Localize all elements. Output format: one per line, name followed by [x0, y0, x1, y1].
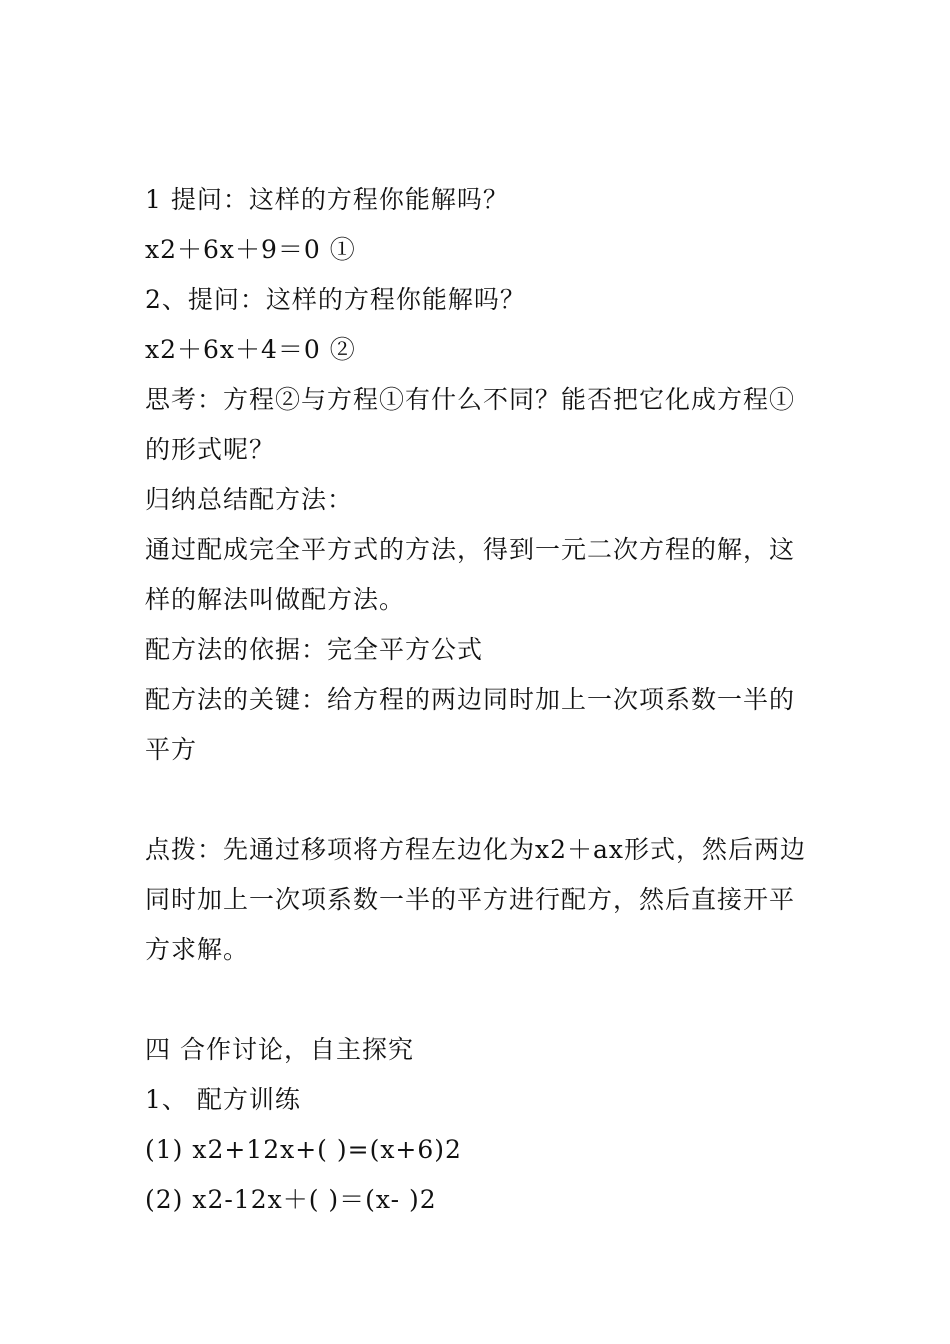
question-2: 2、提问：这样的方程你能解吗？ — [145, 285, 526, 314]
method-key-line-1: 配方法的关键：给方程的两边同时加上一次项系数一半的 — [145, 685, 796, 714]
exercise-heading: 1、 配方训练 — [145, 1085, 301, 1114]
summary-heading: 归纳总结配方法： — [145, 485, 354, 514]
hint-line-2: 同时加上一次项系数一半的平方进行配方，然后直接开平 — [145, 885, 796, 914]
equation-2: x2＋6x＋4＝0 ② — [145, 335, 356, 364]
definition-line-2: 样的解法叫做配方法。 — [145, 585, 406, 614]
hint-line-3: 方求解。 — [145, 935, 250, 964]
hint-line-1: 点拨：先通过移项将方程左边化为x2＋ax形式，然后两边 — [145, 835, 807, 864]
question-1: 1 提问：这样的方程你能解吗？ — [145, 185, 509, 214]
document-body — [145, 175, 825, 1225]
section-four-heading: 四 合作讨论，自主探究 — [145, 1035, 414, 1064]
definition-line-1: 通过配成完全平方式的方法，得到一元二次方程的解，这 — [145, 535, 796, 564]
think-paragraph-line-2: 的形式呢？ — [145, 435, 276, 464]
blank-line — [145, 775, 825, 825]
think-paragraph-line-1: 思考：方程②与方程①有什么不同？能否把它化成方程① — [145, 385, 796, 414]
exercise-item-2: (2) x2-12x＋( )＝(x- )2 — [145, 1185, 437, 1214]
equation-1: x2＋6x＋9＝0 ① — [145, 235, 356, 264]
method-key-line-2: 平方 — [145, 735, 198, 764]
exercise-item-1: (1) x2+12x+( )=(x+6)2 — [145, 1135, 462, 1164]
method-basis: 配方法的依据：完全平方公式 — [145, 635, 484, 664]
blank-line — [145, 975, 825, 1025]
